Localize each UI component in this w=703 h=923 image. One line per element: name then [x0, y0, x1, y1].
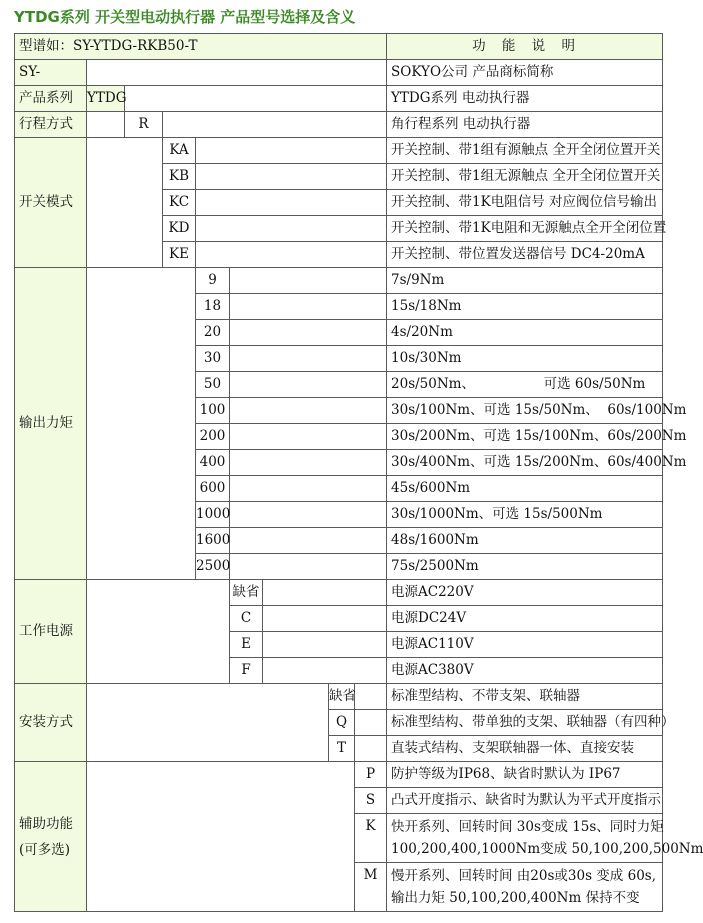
desc-power: 电源AC110V	[387, 632, 663, 658]
desc-torque: 30s/200Nm、可选 15s/100Nm、60s/200Nm	[387, 424, 663, 450]
code-torque: 2500	[196, 554, 230, 580]
power-row	[15, 580, 663, 606]
desc-switch: 开关控制、带1K电阻信号 对应阀位信号输出	[387, 190, 663, 216]
aux-row	[15, 762, 663, 788]
label-series: 产品系列	[15, 86, 87, 112]
desc-mount: 直装式结构、支架联轴器一体、直接安装	[387, 736, 663, 762]
row-stroke	[15, 112, 663, 138]
desc-torque: 48s/1600Nm	[387, 528, 663, 554]
function-header: 功 能 说 明	[387, 34, 663, 60]
desc-power: 电源AC220V	[387, 580, 663, 606]
desc-switch: 开关控制、带位置发送器信号 DC4-20mA	[387, 242, 663, 268]
model-example: 型谱如：SY-YTDG-RKB50-T	[15, 34, 387, 60]
code-sy: SY-	[15, 60, 87, 86]
code-aux: K	[355, 814, 387, 863]
code-torque: 100	[196, 398, 230, 424]
desc-torque: 45s/600Nm	[387, 476, 663, 502]
switch-row	[15, 138, 663, 164]
desc-torque: 30s/100Nm、可选 15s/50Nm、 60s/100Nm	[387, 398, 663, 424]
code-stroke: R	[125, 112, 163, 138]
label-aux: 辅助功能 (可多选)	[15, 762, 87, 912]
torque-row	[15, 268, 663, 294]
desc-torque: 30s/400Nm、可选 15s/200Nm、60s/400Nm	[387, 450, 663, 476]
row-sy	[15, 60, 663, 86]
desc-aux: 快开系列、回转时间 30s变成 15s、同时力矩 100,200,400,1000Nm变成 50,100,200,500Nm	[387, 814, 663, 863]
code-aux: S	[355, 788, 387, 814]
desc-torque: 20s/50Nm、 可选 60s/50Nm	[387, 372, 663, 398]
code-power: E	[230, 632, 263, 658]
code-switch: KC	[163, 190, 196, 216]
desc-switch: 开关控制、带1组有源触点 全开全闭位置开关	[387, 138, 663, 164]
mount-row	[15, 684, 663, 710]
code-switch: KB	[163, 164, 196, 190]
desc-torque: 15s/18Nm	[387, 294, 663, 320]
code-power: 缺省	[230, 580, 263, 606]
page-title: YTDG系列 开关型电动执行器 产品型号选择及含义	[14, 8, 356, 26]
code-torque: 400	[196, 450, 230, 476]
desc-power: 电源AC380V	[387, 658, 663, 684]
desc-stroke: 角行程系列 电动执行器	[387, 112, 663, 138]
code-torque: 20	[196, 320, 230, 346]
label-switch-mode: 开关模式	[15, 138, 87, 268]
code-switch: KE	[163, 242, 196, 268]
desc-torque: 10s/30Nm	[387, 346, 663, 372]
desc-aux: 慢开系列、回转时间 由20s或30s 变成 60s, 输出力矩 50,100,200,400Nm 保持不变	[387, 863, 663, 912]
code-aux: P	[355, 762, 387, 788]
code-torque: 1600	[196, 528, 230, 554]
code-mount: Q	[329, 710, 355, 736]
code-mount: 缺省	[329, 684, 355, 710]
desc-switch: 开关控制、带1组无源触点 全开全闭位置开关	[387, 164, 663, 190]
label-power: 工作电源	[15, 580, 87, 684]
code-torque: 18	[196, 294, 230, 320]
desc-torque: 75s/2500Nm	[387, 554, 663, 580]
code-torque: 9	[196, 268, 230, 294]
code-switch: KA	[163, 138, 196, 164]
code-torque: 1000	[196, 502, 230, 528]
desc-torque: 7s/9Nm	[387, 268, 663, 294]
code-power: F	[230, 658, 263, 684]
desc-mount: 标准型结构、带单独的支架、联轴器（有四种）	[387, 710, 663, 736]
header-row	[15, 34, 663, 60]
code-torque: 30	[196, 346, 230, 372]
code-mount: T	[329, 736, 355, 762]
code-aux: M	[355, 863, 387, 912]
desc-mount: 标准型结构、不带支架、联轴器	[387, 684, 663, 710]
desc-aux: 防护等级为IP68、缺省时默认为 IP67	[387, 762, 663, 788]
model-spec-table	[14, 33, 703, 912]
desc-aux: 凸式开度指示、缺省时为默认为平式开度指示	[387, 788, 663, 814]
code-power: C	[230, 606, 263, 632]
desc-torque: 30s/1000Nm、可选 15s/500Nm	[387, 502, 663, 528]
label-torque: 输出力矩	[15, 268, 87, 580]
code-torque: 600	[196, 476, 230, 502]
label-stroke: 行程方式	[15, 112, 87, 138]
desc-series: YTDG系列 电动执行器	[387, 86, 663, 112]
code-series: YTDG	[87, 86, 125, 112]
label-mount: 安装方式	[15, 684, 87, 762]
code-torque: 50	[196, 372, 230, 398]
code-torque: 200	[196, 424, 230, 450]
desc-torque: 4s/20Nm	[387, 320, 663, 346]
desc-power: 电源DC24V	[387, 606, 663, 632]
row-series	[15, 86, 663, 112]
code-switch: KD	[163, 216, 196, 242]
desc-switch: 开关控制、带1K电阻和无源触点全开全闭位置	[387, 216, 663, 242]
desc-sy: SOKYO公司 产品商标简称	[387, 60, 663, 86]
